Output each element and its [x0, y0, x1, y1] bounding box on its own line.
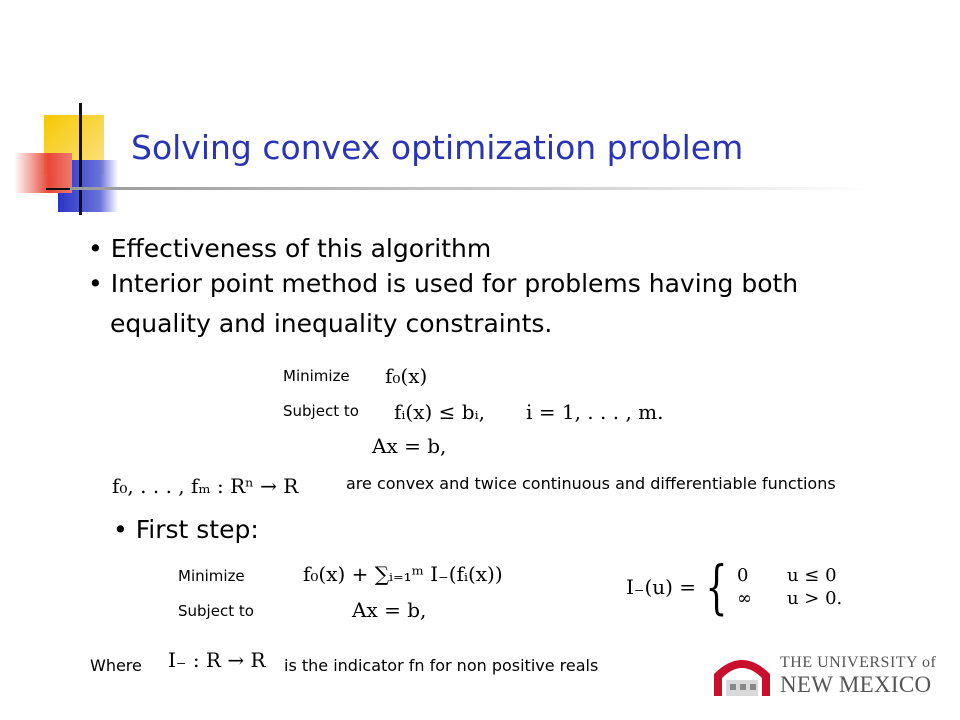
where-text: is the indicator fn for non positive reals: [284, 656, 599, 675]
logo-line2: NEW MEXICO: [780, 672, 932, 697]
minimize-label-2: Minimize: [178, 567, 245, 585]
constraint-equality: Ax = b,: [372, 434, 447, 458]
subject-label-2: Subject to: [178, 602, 254, 620]
objective-2: f₀(x) + ∑ᵢ₌₁ᵐ I₋(fᵢ(x)): [303, 562, 503, 586]
indicator-definition: [626, 553, 877, 621]
unm-logo: [712, 650, 942, 700]
case2-value: ∞: [736, 588, 752, 609]
decor-vertical-line: [79, 103, 82, 215]
minimize-label-1: Minimize: [283, 367, 350, 385]
indicator-cases: [737, 565, 877, 609]
bullet-effectiveness: • Effectiveness of this algorithm: [88, 234, 492, 263]
brace-icon: {: [705, 553, 728, 621]
subject-label-1: Subject to: [283, 402, 359, 420]
logo-line1: THE UNIVERSITY of: [780, 654, 937, 671]
where-math: I₋ : R → R: [168, 648, 266, 672]
indicator-lhs: I₋(u) =: [626, 575, 697, 599]
case1-cond: u ≤ 0: [786, 565, 837, 586]
constraint-index: i = 1, . . . , m.: [526, 400, 664, 424]
case2-cond: u > 0.: [786, 588, 843, 609]
unm-logo-icon: [712, 652, 772, 698]
functions-text: are convex and twice continuous and differentiable functions: [346, 474, 836, 493]
bullet-interior-point-cont: equality and inequality constraints.: [110, 309, 553, 338]
bullet-first-step: • First step:: [113, 515, 259, 544]
decor-corner: [0, 95, 135, 225]
title-underline: [70, 187, 870, 190]
slide-title: Solving convex optimization problem: [131, 128, 744, 167]
decor-red-square: [14, 153, 72, 193]
objective-1: f₀(x): [385, 364, 428, 388]
constraint-2: Ax = b,: [352, 598, 427, 622]
where-label: Where: [90, 656, 142, 675]
bullet-interior-point: • Interior point method is used for problems having both: [88, 269, 799, 298]
case1-value: 0: [736, 565, 749, 586]
functions-math: f₀, . . . , fₘ : Rⁿ → R: [112, 474, 299, 498]
constraint-inequality: fᵢ(x) ≤ bᵢ,: [394, 400, 485, 424]
